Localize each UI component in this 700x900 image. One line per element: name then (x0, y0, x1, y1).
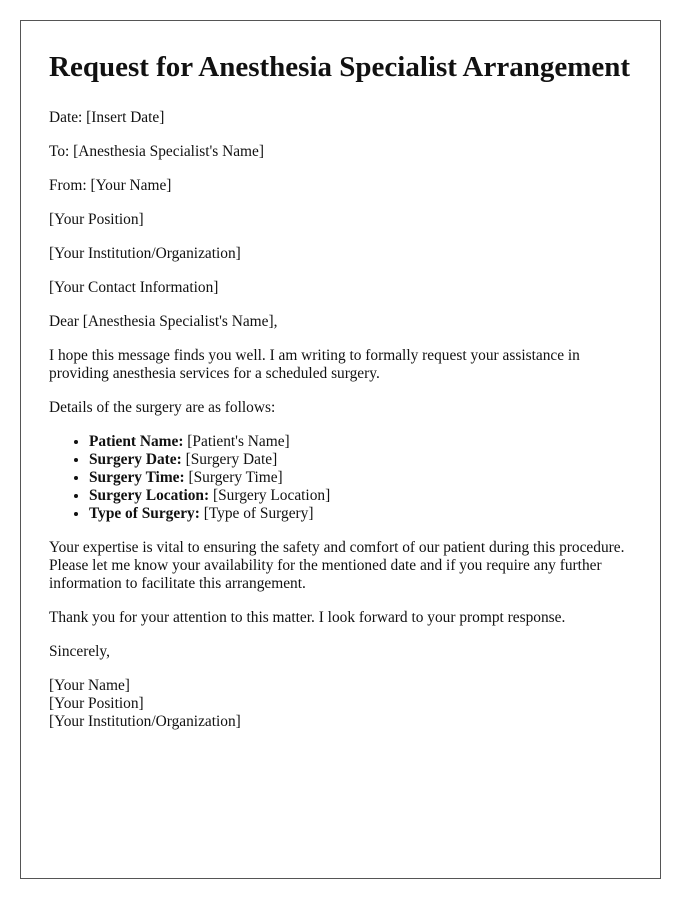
signature-institution: [Your Institution/Organization] (49, 713, 241, 730)
list-item (89, 451, 632, 469)
detail-label: Surgery Location: (89, 487, 210, 504)
intro-paragraph: I hope this message finds you well. I am writing to formally request your assistance in providing anesthesia services for a scheduled surgery. (49, 347, 580, 382)
thanks-paragraph: Thank you for your attention to this matter. I look forward to your prompt response. (49, 609, 566, 626)
list-item (89, 505, 632, 523)
detail-label: Type of Surgery: (89, 505, 200, 522)
list-item (89, 469, 632, 487)
recipient-line: To: [Anesthesia Specialist's Name] (49, 143, 264, 160)
letter-title: Request for Anesthesia Specialist Arrangement (49, 51, 631, 83)
list-item (89, 487, 632, 505)
signature-block (49, 677, 632, 731)
detail-value: [Type of Surgery] (199, 505, 314, 522)
surgery-details-list (49, 433, 632, 523)
detail-label: Surgery Time: (89, 469, 185, 486)
detail-label: Surgery Date: (89, 451, 182, 468)
sender-contact-line: [Your Contact Information] (49, 279, 219, 296)
detail-value: [Surgery Location] (209, 487, 331, 504)
letter-page (20, 20, 661, 879)
body-paragraph: Your expertise is vital to ensuring the safety and comfort of our patient during this procedure. Please let me know your availability for the mentioned date and if you require any further information to facilitate this arrangement. (49, 539, 625, 592)
sender-position-line: [Your Position] (49, 211, 144, 228)
signature-position: [Your Position] (49, 695, 144, 712)
date-line: Date: [Insert Date] (49, 109, 165, 126)
list-item (89, 433, 632, 451)
sender-institution-line: [Your Institution/Organization] (49, 245, 241, 262)
salutation: Dear [Anesthesia Specialist's Name], (49, 313, 278, 330)
closing: Sincerely, (49, 643, 110, 660)
detail-value: [Surgery Date] (181, 451, 278, 468)
detail-value: [Patient's Name] (183, 433, 290, 450)
details-intro: Details of the surgery are as follows: (49, 399, 276, 416)
signature-name: [Your Name] (49, 677, 130, 694)
detail-label: Patient Name: (89, 433, 184, 450)
sender-line: From: [Your Name] (49, 177, 172, 194)
detail-value: [Surgery Time] (184, 469, 283, 486)
